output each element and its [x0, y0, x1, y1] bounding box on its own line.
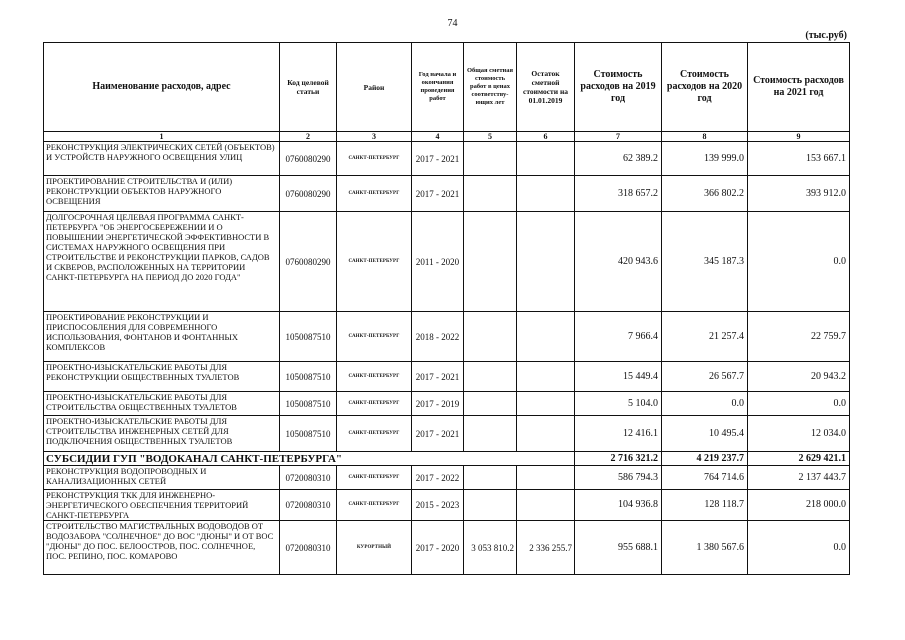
total-estimate-cell: [464, 176, 517, 212]
balance-cell: [517, 312, 575, 362]
balance-cell: [517, 212, 575, 312]
cost-2020-cell: 1 380 567.6: [662, 521, 748, 575]
work-period-cell: 2018 - 2022: [412, 312, 464, 362]
district-cell: КУРОРТНЫЙ: [337, 521, 412, 575]
col-number: 6: [517, 132, 575, 142]
cost-2019-cell: 420 943.6: [575, 212, 662, 312]
work-period-cell: 2017 - 2021: [412, 142, 464, 176]
district-cell: САНКТ-ПЕТЕРБУРГ: [337, 392, 412, 416]
target-code-cell: 1050087510: [280, 392, 337, 416]
header-code: Код целевой статьи: [280, 43, 337, 132]
header-name: Наименование расходов, адрес: [44, 43, 280, 132]
balance-cell: 2 336 255.7: [517, 521, 575, 575]
district-cell: САНКТ-ПЕТЕРБУРГ: [337, 490, 412, 521]
balance-cell: [517, 142, 575, 176]
work-period-cell: 2017 - 2022: [412, 466, 464, 490]
balance-cell: [517, 490, 575, 521]
expense-name-cell: ПРОЕКТНО-ИЗЫСКАТЕЛЬСКИЕ РАБОТЫ ДЛЯ СТРОИТЕЛЬСТВА ИНЖЕНЕРНЫХ СЕТЕЙ ДЛЯ ПОДКЛЮЧЕНИЯ ОБЩЕСТВЕННЫХ ТУАЛЕТОВ: [44, 416, 280, 452]
target-code-cell: 0720080310: [280, 466, 337, 490]
subsidy-title: СУБСИДИИ ГУП "ВОДОКАНАЛ САНКТ-ПЕТЕРБУРГА": [44, 452, 575, 466]
target-code-cell: 1050087510: [280, 362, 337, 392]
total-estimate-cell: [464, 362, 517, 392]
district-cell: САНКТ-ПЕТЕРБУРГ: [337, 212, 412, 312]
cost-2021-cell: 153 667.1: [748, 142, 850, 176]
total-estimate-cell: 3 053 810.2: [464, 521, 517, 575]
work-period-cell: 2017 - 2021: [412, 176, 464, 212]
budget-table: [43, 42, 850, 575]
cost-2019-cell: 104 936.8: [575, 490, 662, 521]
cost-2021-cell: 22 759.7: [748, 312, 850, 362]
district-cell: САНКТ-ПЕТЕРБУРГ: [337, 142, 412, 176]
balance-cell: [517, 416, 575, 452]
target-code-cell: 1050087510: [280, 416, 337, 452]
header-row: [44, 43, 850, 132]
district-cell: САНКТ-ПЕТЕРБУРГ: [337, 176, 412, 212]
cost-2021-cell: 0.0: [748, 212, 850, 312]
total-estimate-cell: [464, 490, 517, 521]
header-cost-2021: Стоимость расходов на 2021 год: [748, 43, 850, 132]
work-period-cell: 2017 - 2020: [412, 521, 464, 575]
expense-name-cell: ПРОЕКТНО-ИЗЫСКАТЕЛЬСКИЕ РАБОТЫ ДЛЯ СТРОИТЕЛЬСТВА ОБЩЕСТВЕННЫХ ТУАЛЕТОВ: [44, 392, 280, 416]
cost-2019-cell: 955 688.1: [575, 521, 662, 575]
header-district: Район: [337, 43, 412, 132]
cost-2020-cell: 128 118.7: [662, 490, 748, 521]
target-code-cell: 0760080290: [280, 212, 337, 312]
subsidy-cost-2020: 4 219 237.7: [662, 452, 748, 466]
col-number: 9: [748, 132, 850, 142]
district-cell: САНКТ-ПЕТЕРБУРГ: [337, 466, 412, 490]
district-cell: САНКТ-ПЕТЕРБУРГ: [337, 362, 412, 392]
col-number: 5: [464, 132, 517, 142]
table-row: [44, 392, 850, 416]
cost-2020-cell: 10 495.4: [662, 416, 748, 452]
cost-2021-cell: 393 912.0: [748, 176, 850, 212]
units-label: (тыс.руб): [805, 30, 847, 41]
cost-2021-cell: 0.0: [748, 392, 850, 416]
cost-2019-cell: 586 794.3: [575, 466, 662, 490]
work-period-cell: 2015 - 2023: [412, 490, 464, 521]
expense-name-cell: СТРОИТЕЛЬСТВО МАГИСТРАЛЬНЫХ ВОДОВОДОВ ОТ ВОДОЗАБОРА "СОЛНЕЧНОЕ" ДО ВОС "ДЮНЫ" И ОТ ВОС "ДЮНЫ" ДО ПОС. БЕЛООСТРОВ, ПОС. СОЛНЕЧНОЕ, ПОС. РЕПИНО, ПОС. КОМАРОВО: [44, 521, 280, 575]
cost-2020-cell: 764 714.6: [662, 466, 748, 490]
col-number: 2: [280, 132, 337, 142]
total-estimate-cell: [464, 466, 517, 490]
cost-2021-cell: 12 034.0: [748, 416, 850, 452]
cost-2019-cell: 15 449.4: [575, 362, 662, 392]
col-number: 7: [575, 132, 662, 142]
col-number: 1: [44, 132, 280, 142]
total-estimate-cell: [464, 392, 517, 416]
cost-2021-cell: 0.0: [748, 521, 850, 575]
header-total-estimate: Общая сметная стоимость работ в ценах соответству-ющих лет: [464, 43, 517, 132]
cost-2020-cell: 139 999.0: [662, 142, 748, 176]
balance-cell: [517, 362, 575, 392]
work-period-cell: 2017 - 2021: [412, 416, 464, 452]
total-estimate-cell: [464, 142, 517, 176]
district-cell: САНКТ-ПЕТЕРБУРГ: [337, 416, 412, 452]
cost-2019-cell: 318 657.2: [575, 176, 662, 212]
cost-2020-cell: 345 187.3: [662, 212, 748, 312]
table-row: [44, 176, 850, 212]
expense-name-cell: РЕКОНСТРУКЦИЯ ТКК ДЛЯ ИНЖЕНЕРНО-ЭНЕРГЕТИЧЕСКОГО ОБЕСПЕЧЕНИЯ ТЕРРИТОРИЙ САНКТ-ПЕТЕРБУРГА: [44, 490, 280, 521]
header-cost-2019: Стоимость расходов на 2019 год: [575, 43, 662, 132]
header-balance: Остаток сметной стоимости на 01.01.2019: [517, 43, 575, 132]
cost-2021-cell: 20 943.2: [748, 362, 850, 392]
expense-name-cell: ПРОЕКТИРОВАНИЕ СТРОИТЕЛЬСТВА И (ИЛИ) РЕКОНСТРУКЦИИ ОБЪЕКТОВ НАРУЖНОГО ОСВЕЩЕНИЯ: [44, 176, 280, 212]
col-number: 3: [337, 132, 412, 142]
target-code-cell: 0720080310: [280, 521, 337, 575]
page-number: 74: [447, 18, 458, 29]
subsidy-cost-2019: 2 716 321.2: [575, 452, 662, 466]
cost-2020-cell: 21 257.4: [662, 312, 748, 362]
cost-2019-cell: 5 104.0: [575, 392, 662, 416]
expense-name-cell: ПРОЕКТНО-ИЗЫСКАТЕЛЬСКИЕ РАБОТЫ ДЛЯ РЕКОНСТРУКЦИИ ОБЩЕСТВЕННЫХ ТУАЛЕТОВ: [44, 362, 280, 392]
target-code-cell: 0760080290: [280, 176, 337, 212]
cost-2020-cell: 26 567.7: [662, 362, 748, 392]
total-estimate-cell: [464, 312, 517, 362]
cost-2020-cell: 0.0: [662, 392, 748, 416]
work-period-cell: 2017 - 2019: [412, 392, 464, 416]
table-row: [44, 312, 850, 362]
col-number: 4: [412, 132, 464, 142]
expense-name-cell: РЕКОНСТРУКЦИЯ ЭЛЕКТРИЧЕСКИХ СЕТЕЙ (ОБЪЕКТОВ) И УСТРОЙСТВ НАРУЖНОГО ОСВЕЩЕНИЯ УЛИЦ: [44, 142, 280, 176]
table-row: [44, 490, 850, 521]
col-number: 8: [662, 132, 748, 142]
cost-2020-cell: 366 802.2: [662, 176, 748, 212]
column-number-row: [44, 132, 850, 142]
header-period: Год начала и окончания проведения работ: [412, 43, 464, 132]
work-period-cell: 2017 - 2021: [412, 362, 464, 392]
table-row: [44, 416, 850, 452]
table-row: [44, 521, 850, 575]
target-code-cell: 0720080310: [280, 490, 337, 521]
balance-cell: [517, 176, 575, 212]
cost-2019-cell: 12 416.1: [575, 416, 662, 452]
cost-2019-cell: 62 389.2: [575, 142, 662, 176]
table-row: [44, 212, 850, 312]
header-cost-2020: Стоимость расходов на 2020 год: [662, 43, 748, 132]
target-code-cell: 1050087510: [280, 312, 337, 362]
table-row: [44, 362, 850, 392]
expense-name-cell: ПРОЕКТИРОВАНИЕ РЕКОНСТРУКЦИИ И ПРИСПОСОБЛЕНИЯ ДЛЯ СОВРЕМЕННОГО ИСПОЛЬЗОВАНИЯ, ФОНТАНОВ И ФОНТАННЫХ КОМПЛЕКСОВ: [44, 312, 280, 362]
table-row: [44, 142, 850, 176]
subsidy-row: [44, 452, 850, 466]
table-row: [44, 466, 850, 490]
total-estimate-cell: [464, 212, 517, 312]
expense-name-cell: ДОЛГОСРОЧНАЯ ЦЕЛЕВАЯ ПРОГРАММА САНКТ-ПЕТЕРБУРГА "ОБ ЭНЕРГОСБЕРЕЖЕНИИ И О ПОВЫШЕНИИ ЭНЕРГЕТИЧЕСКОЙ ЭФФЕКТИВНОСТИ В СИСТЕМАХ НАРУЖНОГО ОСВЕЩЕНИЯ ПРИ СТРОИТЕЛЬСТВЕ И РЕКОНСТРУКЦИИ ПАРКОВ, САДОВ И СКВЕРОВ, РАСПОЛОЖЕННЫХ НА ТЕРРИТОРИИ САНКТ-ПЕТЕРБУРГА НА ПЕРИОД ДО 2020 ГОДА": [44, 212, 280, 312]
work-period-cell: 2011 - 2020: [412, 212, 464, 312]
expense-name-cell: РЕКОНСТРУКЦИЯ ВОДОПРОВОДНЫХ И КАНАЛИЗАЦИОННЫХ СЕТЕЙ: [44, 466, 280, 490]
cost-2019-cell: 7 966.4: [575, 312, 662, 362]
balance-cell: [517, 466, 575, 490]
subsidy-cost-2021: 2 629 421.1: [748, 452, 850, 466]
total-estimate-cell: [464, 416, 517, 452]
district-cell: САНКТ-ПЕТЕРБУРГ: [337, 312, 412, 362]
target-code-cell: 0760080290: [280, 142, 337, 176]
cost-2021-cell: 2 137 443.7: [748, 466, 850, 490]
balance-cell: [517, 392, 575, 416]
cost-2021-cell: 218 000.0: [748, 490, 850, 521]
